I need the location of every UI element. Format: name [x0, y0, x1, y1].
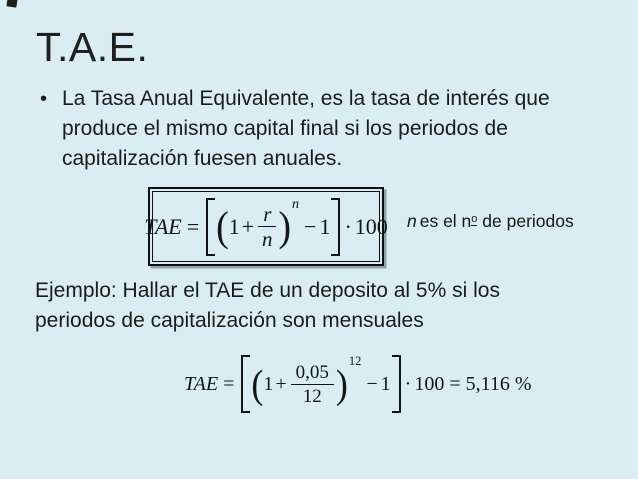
fraction-numerator: r: [258, 204, 276, 227]
multiplication-dot: ·: [404, 372, 412, 395]
fraction-denominator: 12: [302, 385, 322, 407]
equals-sign: =: [186, 213, 200, 239]
right-square-bracket: [331, 198, 340, 256]
tae-formula-inner-border: [144, 191, 388, 262]
slide-title: T.A.E.: [36, 24, 149, 70]
ordinal-indicator: o: [471, 212, 478, 225]
number-one: 1: [263, 372, 274, 395]
multiplication-dot: ·: [344, 213, 352, 239]
fraction-denominator: n: [262, 227, 273, 251]
left-paren: (: [216, 202, 229, 251]
minus-sign: −: [366, 372, 378, 395]
minus-sign: −: [304, 213, 317, 239]
tae-general-formula: [144, 195, 388, 259]
definition-text: [62, 84, 550, 174]
left-paren: (: [251, 361, 264, 407]
example-line: Ejemplo: Hallar el TAE de un deposito al 5% si los: [35, 279, 500, 302]
right-paren: ): [335, 361, 348, 407]
definition-line: produce el mismo capital final si los periodos de: [62, 117, 508, 140]
note-text-tail: de periodos: [477, 211, 574, 231]
fraction-numerator: 0,05: [291, 363, 334, 385]
result-value: 5,116: [465, 372, 510, 395]
definition-line: La Tasa Anual Equivalente, es la tasa de interés que: [62, 87, 550, 110]
tae-example-formula: [184, 352, 532, 416]
minus-one-operand: 1: [380, 372, 391, 395]
fraction-r-over-n: [258, 204, 276, 249]
right-paren: ): [278, 202, 292, 251]
definition-line: capitalización fuesen anuales.: [62, 147, 343, 170]
minus-one-operand: 1: [319, 213, 331, 239]
plus-sign: +: [241, 213, 255, 239]
corner-artifact: [6, 0, 17, 8]
factor-100: 100: [414, 372, 445, 395]
bullet-marker: •: [40, 88, 48, 110]
periods-note: [407, 211, 574, 232]
left-square-bracket: [206, 198, 215, 256]
equals-sign: =: [223, 372, 235, 395]
right-square-bracket: [392, 355, 401, 413]
plus-sign: +: [275, 372, 287, 395]
formula-lhs: TAE: [144, 213, 182, 239]
result-equals-sign: =: [449, 372, 461, 395]
note-variable-n: n: [407, 211, 417, 231]
note-text: es el n: [419, 211, 472, 231]
example-statement: [35, 276, 500, 336]
fraction-005-over-12: [291, 363, 334, 406]
exponent-n: n: [292, 196, 300, 212]
left-square-bracket: [241, 355, 250, 413]
number-one: 1: [228, 213, 240, 239]
definition-bullet: [40, 84, 550, 174]
example-line: periodos de capitalización son mensuales: [35, 309, 424, 332]
exponent-12: 12: [348, 354, 362, 368]
percent-sign: %: [514, 372, 532, 395]
factor-100: 100: [354, 213, 388, 239]
formula-lhs: TAE: [184, 372, 219, 395]
tae-formula-box: [144, 187, 388, 266]
